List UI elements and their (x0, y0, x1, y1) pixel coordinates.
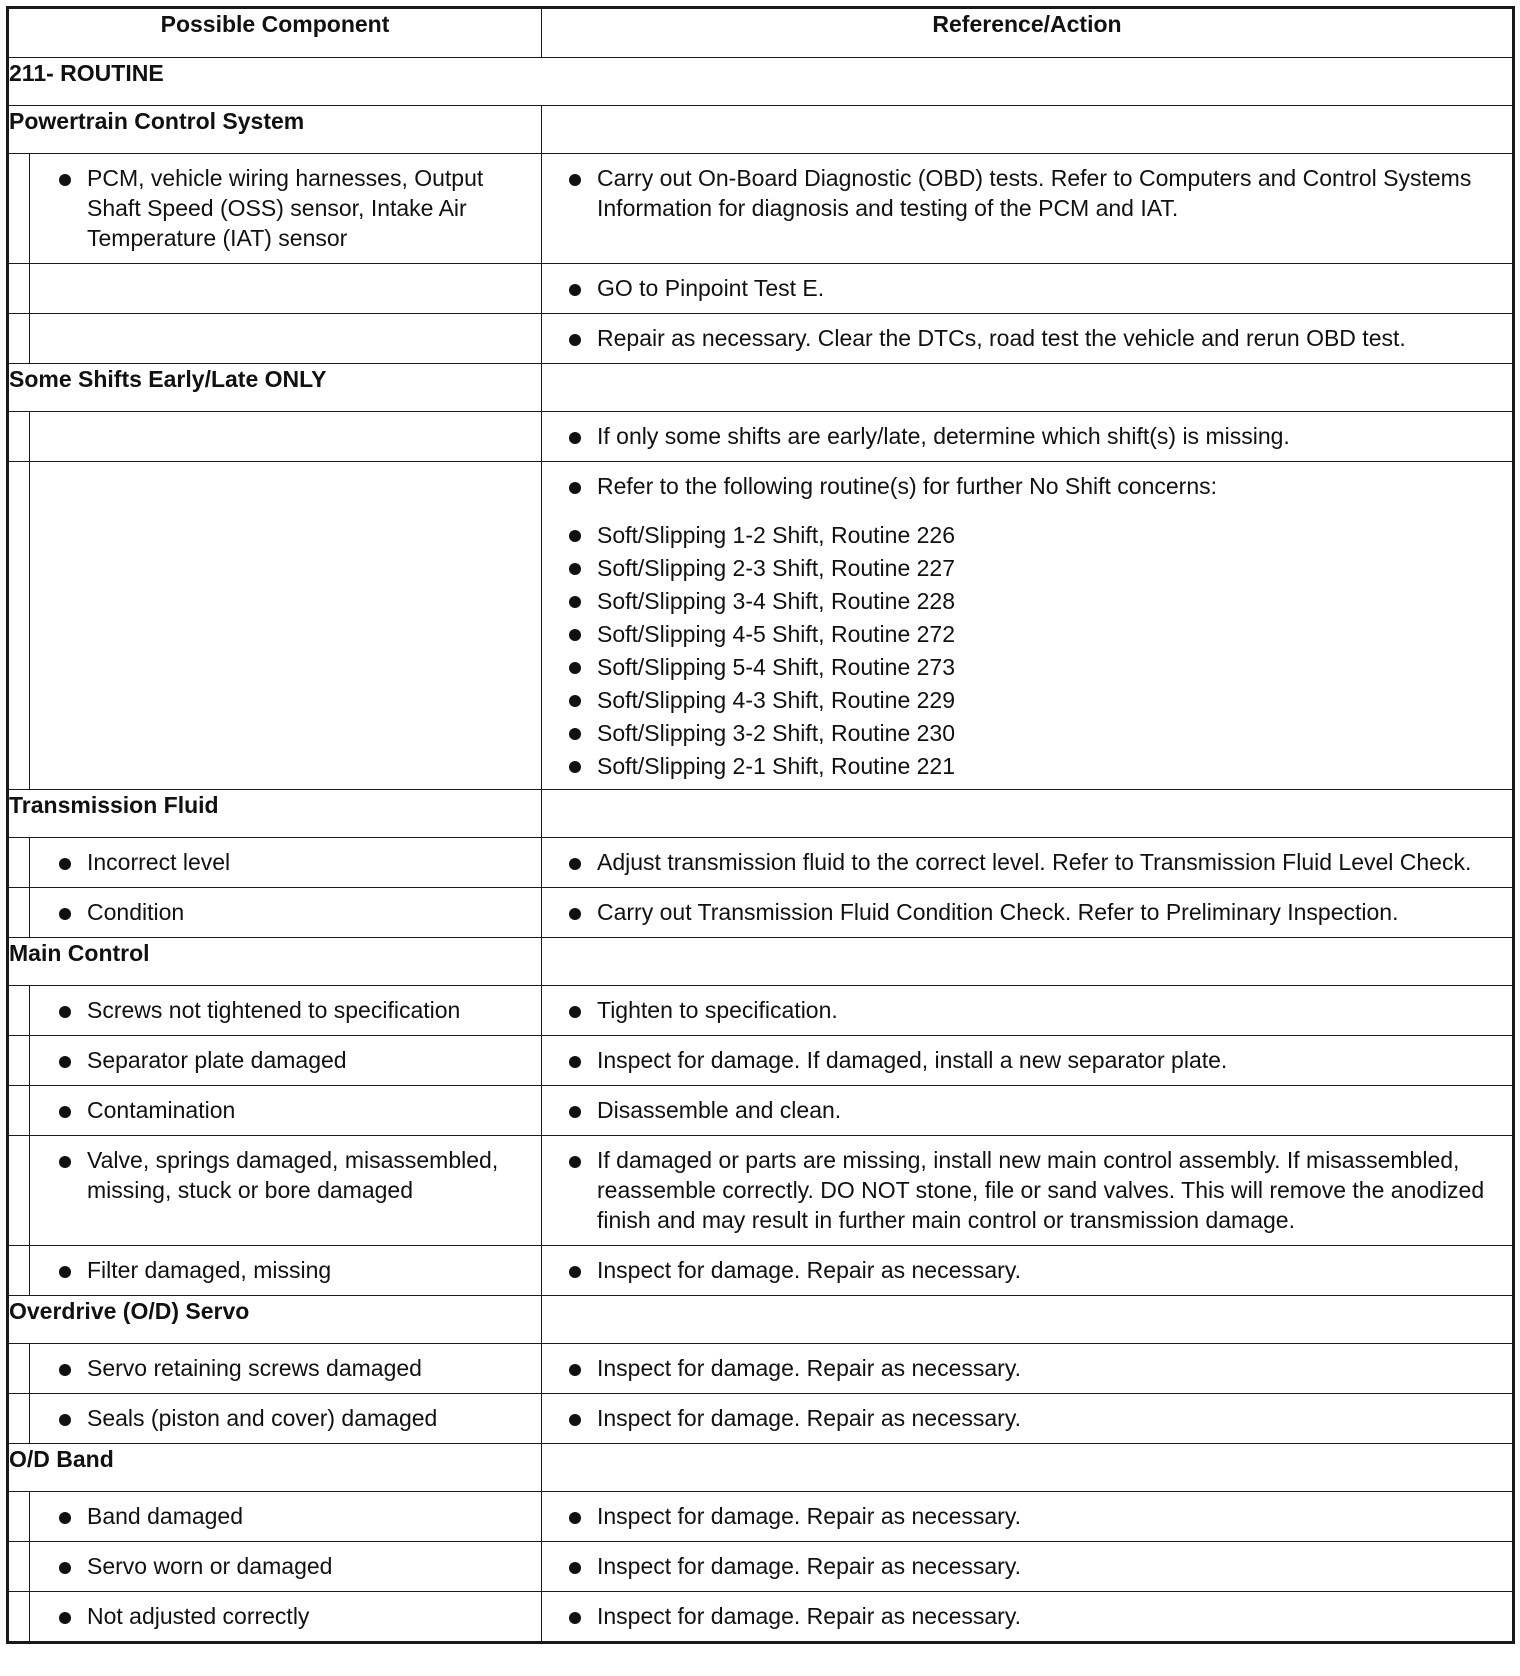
action-item: GO to Pinpoint Test E. (542, 264, 1512, 313)
routine-list (542, 501, 1512, 789)
action-item: Repair as necessary. Clear the DTCs, road test the vehicle and rerun OBD test. (542, 314, 1512, 363)
routine-list-item: Soft/Slipping 4-5 Shift, Routine 272 (542, 618, 1512, 651)
section-title: Powertrain Control System (8, 106, 542, 154)
action-item: If damaged or parts are missing, install new main control assembly. If misassembled, reassemble correctly. DO NOT stone, file or sand valves. This will remove the anodized finish and may result in further main control or transmission damage. (542, 1136, 1512, 1245)
indent-cell (8, 1086, 30, 1136)
indent-cell (8, 1492, 30, 1542)
indent-cell (8, 412, 30, 462)
action-item: Disassemble and clean. (542, 1086, 1512, 1135)
header-reference-action: Reference/Action (542, 8, 1514, 58)
section-action-cell (542, 1444, 1514, 1492)
table-row (8, 888, 1514, 938)
action-cell (542, 462, 1514, 790)
component-cell (30, 154, 542, 264)
section-action-cell (542, 790, 1514, 838)
routine-list-item: Soft/Slipping 1-2 Shift, Routine 226 (542, 519, 1512, 552)
indent-cell (8, 838, 30, 888)
action-item: Inspect for damage. Repair as necessary. (542, 1394, 1512, 1443)
component-cell (30, 412, 542, 462)
table-row (8, 1246, 1514, 1296)
section-header-row (8, 938, 1514, 986)
header-possible-component: Possible Component (8, 8, 542, 58)
section-title: Main Control (8, 938, 542, 986)
table-row (8, 1036, 1514, 1086)
indent-cell (8, 1136, 30, 1246)
section-title: Some Shifts Early/Late ONLY (8, 364, 542, 412)
header-row (8, 8, 1514, 58)
action-item: Carry out On-Board Diagnostic (OBD) tests. Refer to Computers and Control Systems Information for diagnosis and testing of the PCM and IAT. (542, 154, 1512, 233)
component-item: Filter damaged, missing (30, 1246, 541, 1295)
table-row (8, 986, 1514, 1036)
action-cell (542, 838, 1514, 888)
action-cell (542, 1542, 1514, 1592)
routine-list-item: Soft/Slipping 2-3 Shift, Routine 227 (542, 552, 1512, 585)
component-item: Screws not tightened to specification (30, 986, 541, 1035)
component-item: Contamination (30, 1086, 541, 1135)
table-row (8, 1492, 1514, 1542)
table-row (8, 838, 1514, 888)
table-body (8, 8, 1514, 1643)
component-cell (30, 1246, 542, 1296)
action-cell (542, 888, 1514, 938)
table-row (8, 1086, 1514, 1136)
component-item: Condition (30, 888, 541, 937)
action-cell (542, 1344, 1514, 1394)
indent-cell (8, 1592, 30, 1643)
indent-cell (8, 264, 30, 314)
component-cell (30, 1394, 542, 1444)
indent-cell (8, 986, 30, 1036)
indent-cell (8, 1344, 30, 1394)
component-item: Incorrect level (30, 838, 541, 887)
table-row (8, 1394, 1514, 1444)
component-item: Valve, springs damaged, misassembled, missing, stuck or bore damaged (30, 1136, 541, 1215)
section-title: Transmission Fluid (8, 790, 542, 838)
table-row (8, 1542, 1514, 1592)
action-item: Inspect for damage. Repair as necessary. (542, 1246, 1512, 1295)
action-cell (542, 1592, 1514, 1643)
section-header-row (8, 106, 1514, 154)
section-action-cell (542, 364, 1514, 412)
section-title: O/D Band (8, 1444, 542, 1492)
component-item: Not adjusted correctly (30, 1592, 541, 1641)
action-cell (542, 412, 1514, 462)
component-item: Separator plate damaged (30, 1036, 541, 1085)
table-row (8, 462, 1514, 790)
routine-list-item: Soft/Slipping 5-4 Shift, Routine 273 (542, 651, 1512, 684)
indent-cell (8, 1246, 30, 1296)
indent-cell (8, 1542, 30, 1592)
action-item: Inspect for damage. Repair as necessary. (542, 1592, 1512, 1641)
action-cell (542, 1246, 1514, 1296)
component-cell (30, 1086, 542, 1136)
action-cell (542, 1394, 1514, 1444)
component-item: Servo retaining screws damaged (30, 1344, 541, 1393)
action-item: Refer to the following routine(s) for further No Shift concerns: (542, 462, 1512, 501)
action-cell (542, 1086, 1514, 1136)
action-item: Inspect for damage. Repair as necessary. (542, 1492, 1512, 1541)
component-cell (30, 1136, 542, 1246)
component-cell (30, 986, 542, 1036)
section-action-cell (542, 106, 1514, 154)
routine-title: 211- ROUTINE (8, 58, 1514, 106)
table-row (8, 154, 1514, 264)
component-cell (30, 314, 542, 364)
indent-cell (8, 154, 30, 264)
action-cell (542, 1492, 1514, 1542)
section-header-row (8, 364, 1514, 412)
section-header-row (8, 1444, 1514, 1492)
table-row (8, 1592, 1514, 1643)
component-item: Band damaged (30, 1492, 541, 1541)
section-action-cell (542, 1296, 1514, 1344)
action-item: Carry out Transmission Fluid Condition Check. Refer to Preliminary Inspection. (542, 888, 1512, 937)
action-item: Inspect for damage. If damaged, install a new separator plate. (542, 1036, 1512, 1085)
action-cell (542, 1036, 1514, 1086)
action-item: Inspect for damage. Repair as necessary. (542, 1344, 1512, 1393)
section-title: Overdrive (O/D) Servo (8, 1296, 542, 1344)
routine-row (8, 58, 1514, 106)
indent-cell (8, 314, 30, 364)
component-cell (30, 1344, 542, 1394)
diagnosis-table (6, 6, 1515, 1644)
table-row (8, 314, 1514, 364)
component-cell (30, 264, 542, 314)
table-row (8, 1136, 1514, 1246)
component-item: PCM, vehicle wiring harnesses, Output Shaft Speed (OSS) sensor, Intake Air Temperature (IAT) sensor (30, 154, 541, 263)
section-header-row (8, 790, 1514, 838)
indent-cell (8, 462, 30, 790)
action-cell (542, 154, 1514, 264)
routine-list-item: Soft/Slipping 3-2 Shift, Routine 230 (542, 717, 1512, 750)
section-header-row (8, 1296, 1514, 1344)
action-cell (542, 264, 1514, 314)
component-item: Servo worn or damaged (30, 1542, 541, 1591)
component-cell (30, 888, 542, 938)
action-item: Adjust transmission fluid to the correct level. Refer to Transmission Fluid Level Check. (542, 838, 1512, 887)
routine-list-item: Soft/Slipping 2-1 Shift, Routine 221 (542, 750, 1512, 783)
indent-cell (8, 1394, 30, 1444)
routine-list-item: Soft/Slipping 3-4 Shift, Routine 228 (542, 585, 1512, 618)
component-cell (30, 1492, 542, 1542)
component-cell (30, 838, 542, 888)
indent-cell (8, 1036, 30, 1086)
action-item: Inspect for damage. Repair as necessary. (542, 1542, 1512, 1591)
action-item: Tighten to specification. (542, 986, 1512, 1035)
routine-list-item: Soft/Slipping 4-3 Shift, Routine 229 (542, 684, 1512, 717)
table-row (8, 264, 1514, 314)
indent-cell (8, 888, 30, 938)
component-cell (30, 1036, 542, 1086)
table-row (8, 1344, 1514, 1394)
component-cell (30, 1592, 542, 1643)
section-action-cell (542, 938, 1514, 986)
component-cell (30, 462, 542, 790)
component-item: Seals (piston and cover) damaged (30, 1394, 541, 1443)
action-cell (542, 1136, 1514, 1246)
action-item: If only some shifts are early/late, determine which shift(s) is missing. (542, 412, 1512, 461)
action-cell (542, 314, 1514, 364)
action-cell (542, 986, 1514, 1036)
table-row (8, 412, 1514, 462)
component-cell (30, 1542, 542, 1592)
